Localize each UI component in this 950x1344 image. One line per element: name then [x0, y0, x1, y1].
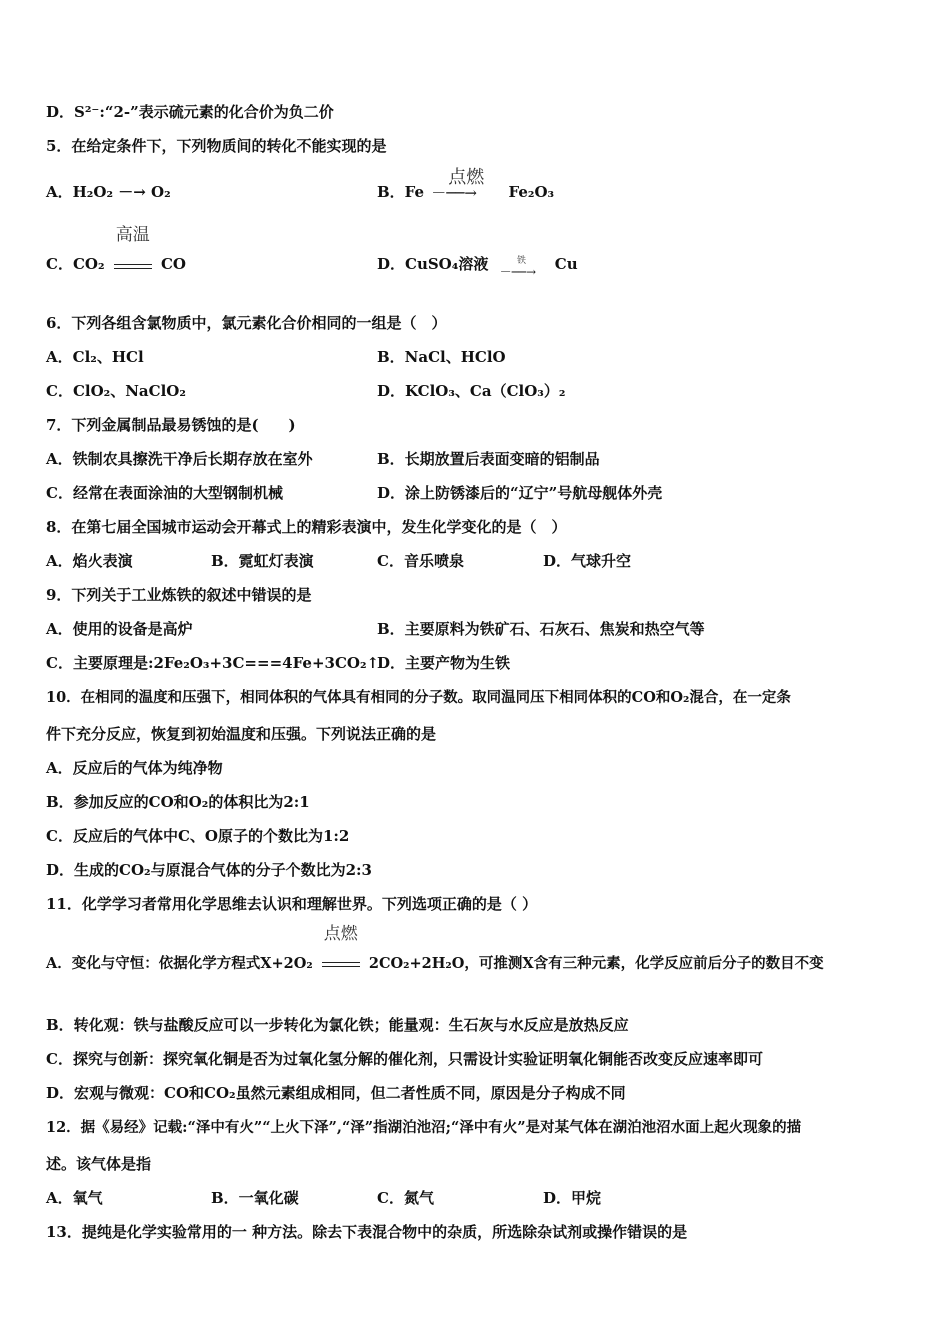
q7-option-d: D．涂上防锈漆后的“辽宁”号航母舰体外壳	[377, 484, 663, 502]
q11-option-c: C．探究与创新：探究氧化铜是否为过氧化氢分解的催化剂，只需设计实验证明氧化铜能否改变反应速率即可	[46, 1050, 763, 1068]
reaction-arrow-icon: －──→	[499, 264, 537, 279]
q10-option-c: C．反应后的气体中C、O原子的个数比为1:2	[46, 827, 350, 845]
q11-a-prefix: A．变化与守恒：依据化学方程式X+2O₂	[46, 955, 313, 972]
q10-option-b: B．参加反应的CO和O₂的体积比为2:1	[46, 793, 310, 811]
q8-option-d: D．气球升空	[543, 552, 632, 570]
q9-option-a: A．使用的设备是高炉	[46, 620, 193, 638]
q5-b-arrow	[431, 167, 501, 203]
q7-stem: 7．下列金属制品最易锈蚀的是( )	[46, 416, 296, 434]
q5-c-condition: 高温	[115, 225, 150, 245]
q5-b-product: Fe₂O₃	[508, 183, 555, 201]
q11-option-d: D．宏观与微观：CO和CO₂虽然元素组成相同，但二者性质不同，原因是分子构成不同	[46, 1084, 626, 1102]
q11-option-a	[46, 924, 824, 974]
q5-d-condition: 铁	[517, 255, 527, 266]
q6-option-d: D．KClO₃、Ca（ClO₃）₂	[377, 382, 566, 400]
reaction-arrow-icon: －──→	[431, 184, 477, 202]
q5-d-product: Cu	[554, 255, 578, 273]
q11-a-suffix: 2CO₂+2H₂O，可推测X含有三种元素，化学反应前后分子的数目不变	[368, 955, 824, 972]
q10-option-a: A．反应后的气体为纯净物	[46, 759, 223, 777]
q8-option-b: B．霓虹灯表演	[211, 552, 314, 570]
q8-stem: 8．在第七届全国城市运动会开幕式上的精彩表演中，发生化学变化的是（ ）	[46, 518, 567, 536]
q8-option-c: C．音乐喷泉	[377, 552, 464, 570]
q6-stem: 6．下列各组含氯物质中，氯元素化合价相同的一组是（ ）	[46, 314, 447, 332]
q6-option-a: A．Cl₂、HCl	[46, 348, 144, 366]
q12-stem-line2: 述。该气体是指	[46, 1155, 152, 1173]
q5-d-arrow	[499, 255, 544, 282]
q7-option-a: A．铁制农具擦洗干净后长期存放在室外	[46, 450, 313, 468]
q5-option-c	[46, 225, 186, 275]
q6-option-c: C．ClO₂、NaClO₂	[46, 382, 186, 400]
q11-option-b: B．转化观：铁与盐酸反应可以一步转化为氯化铁；能量观：生石灰与水反应是放热反应	[46, 1016, 629, 1034]
q12-option-a: A．氧气	[46, 1189, 103, 1207]
q9-stem: 9．下列关于工业炼铁的叙述中错误的是	[46, 586, 312, 604]
equals-sign-icon	[114, 264, 152, 269]
q7-option-b: B．长期放置后表面变暗的铝制品	[377, 450, 600, 468]
q11-stem: 11．化学学习者常用化学思维去认识和理解世界。下列选项正确的是（ ）	[46, 895, 538, 913]
q5-option-b	[377, 167, 555, 203]
q10-option-d: D．生成的CO₂与原混合气体的分子个数比为2:3	[46, 861, 372, 879]
q5-c-reactant: C．CO₂	[46, 255, 105, 273]
q11-a-condition: 点燃	[323, 924, 358, 944]
q5-stem: 5．在给定条件下，下列物质间的转化不能实现的是	[46, 137, 387, 155]
q5-c-product: CO	[160, 255, 186, 273]
q9-option-d: D．主要产物为生铁	[377, 654, 511, 672]
q5-b-reactant: B．Fe	[377, 183, 425, 201]
q12-option-b: B．一氧化碳	[211, 1189, 299, 1207]
q12-option-c: C．氮气	[377, 1189, 434, 1207]
q6-option-b: B．NaCl、HClO	[377, 348, 506, 366]
q5-option-d	[377, 254, 578, 279]
q9-option-b: B．主要原料为铁矿石、石灰石、焦炭和热空气等	[377, 620, 705, 638]
q12-stem-line1: 12．据《易经》记载:“泽中有火”“上火下泽”,“泽”指湖泊池沼;“泽中有火”是对某气体在湖泊池沼水面上起火现象的描	[46, 1119, 802, 1136]
q5-option-a: A．H₂O₂ －→ O₂	[46, 183, 171, 201]
q7-option-c: C．经常在表面涂油的大型钢制机械	[46, 484, 283, 502]
q9-option-c: C．主要原理是:2Fe₂O₃+3C===4Fe+3CO₂↑	[46, 654, 380, 672]
equals-sign-icon	[322, 962, 360, 967]
q5-c-arrow	[114, 225, 152, 275]
q4-option-d: D．S²⁻:“2-”表示硫元素的化合价为负二价	[46, 103, 334, 121]
q5-b-condition: 点燃	[448, 167, 485, 188]
q12-option-d: D．甲烷	[543, 1189, 602, 1207]
q10-stem-line2: 件下充分反应，恢复到初始温度和压强。下列说法正确的是	[46, 725, 437, 743]
q13-stem: 13．提纯是化学实验常用的一 种方法。除去下表混合物中的杂质，所选除杂试剂或操作错误的是	[46, 1223, 688, 1241]
q10-stem-line1: 10．在相同的温度和压强下，相同体积的气体具有相同的分子数。取同温同压下相同体积的CO和O₂混合，在一定条	[46, 689, 791, 706]
q5-d-reactant: D．CuSO₄溶液	[377, 255, 489, 273]
q8-option-a: A．焰火表演	[46, 552, 133, 570]
q11-a-equation-sign	[322, 924, 360, 974]
